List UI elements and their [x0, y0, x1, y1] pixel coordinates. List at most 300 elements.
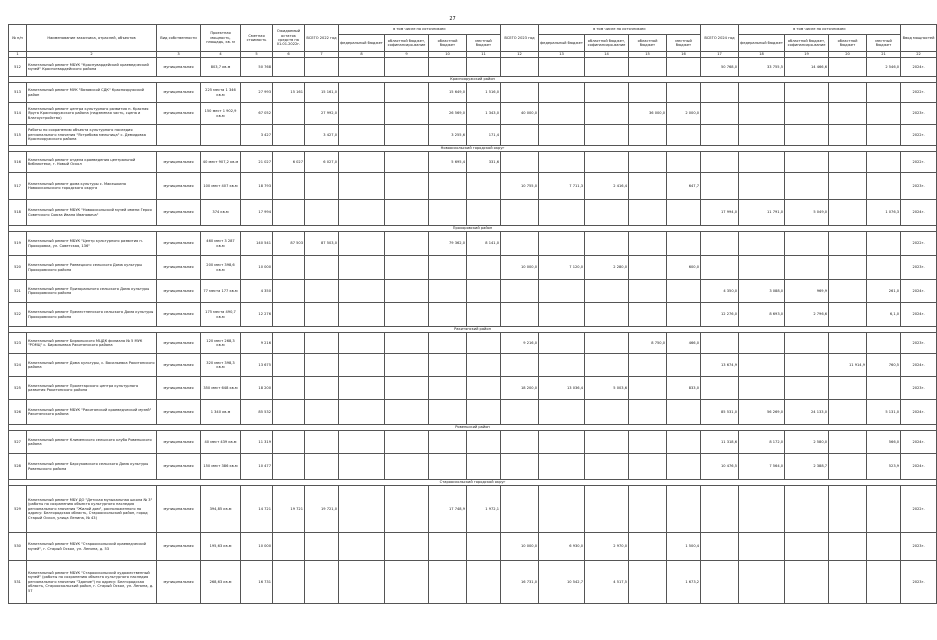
column-number-cell: 6 [273, 52, 305, 58]
table-cell [501, 200, 539, 226]
table-cell: 3 427,0 [305, 125, 339, 146]
table-cell [667, 58, 701, 77]
table-cell [385, 377, 429, 400]
table-cell: муниципальная [157, 431, 201, 454]
table-cell: 523,9 [867, 454, 901, 480]
table-cell [539, 333, 585, 354]
table-cell: 19 721,0 [305, 486, 339, 533]
table-cell [501, 486, 539, 533]
table-cell [385, 431, 429, 454]
object-name-cell: Капитальный ремонт Бирюльского МЦДК филиала № 5 МУК "РОМЦ" с. Бирюльевка Ракитянского района [27, 333, 157, 354]
row-number-cell: 521 [9, 280, 27, 303]
object-name-cell: Капитальный ремонт МБУК "Центр культурного развития п. Прохоровка, ул. Советская, 136" [27, 232, 157, 256]
table-cell: 1 340 кв.м [201, 400, 241, 425]
row-number-cell: 516 [9, 152, 27, 173]
column-number-cell: 17 [701, 52, 739, 58]
table-cell [701, 103, 739, 125]
column-number-cell: 16 [667, 52, 701, 58]
table-row [9, 58, 937, 77]
table-cell [867, 333, 901, 354]
table-cell [667, 303, 701, 327]
table-cell: 4 350 [241, 280, 273, 303]
table-cell: 13 674,9 [701, 354, 739, 377]
table-cell [667, 431, 701, 454]
table-cell: 9 216 [241, 333, 273, 354]
table-cell: 50 768 [241, 58, 273, 77]
regional-2024-header: областной бюджет [829, 35, 867, 52]
table-cell: 11 318,6 [701, 431, 739, 454]
table-cell [739, 354, 785, 377]
table-cell: 3 427 [241, 125, 273, 146]
table-cell [739, 173, 785, 200]
table-cell [467, 400, 501, 425]
table-cell [701, 125, 739, 146]
table-cell [739, 256, 785, 280]
table-cell: 2022г. [901, 125, 937, 146]
table-cell: 36 000,0 [629, 103, 667, 125]
table-cell: 8 693,0 [739, 303, 785, 327]
table-cell [339, 58, 385, 77]
object-name-cell: Капитальный ремонт Клименского сельского клуба Ровеньского района [27, 431, 157, 454]
table-cell [339, 486, 385, 533]
regional-cofin-2022-header: областной бюджет, софинансиро-вание [385, 35, 429, 52]
table-cell [785, 486, 829, 533]
object-name-cell: Капитальный ремонт МБУ ДО "Детская музыкальная школа № 3" (работы по сохранению объекта культурного наследия регионального значения "Жилой дом", расположенного по адресу: Белгородская область, Старооскольский район, город Старый Оскол, улица Ленина, № 43) [27, 486, 157, 533]
local-2024-header: местный бюджет [867, 35, 901, 52]
table-cell [467, 58, 501, 77]
table-cell [385, 400, 429, 425]
table-cell [385, 200, 429, 226]
table-cell [701, 561, 739, 604]
table-cell [501, 431, 539, 454]
table-cell [667, 354, 701, 377]
table-cell: 261,0 [867, 280, 901, 303]
table-cell: 21 027 [241, 152, 273, 173]
table-cell: муниципальная [157, 256, 201, 280]
table-cell [867, 256, 901, 280]
table-row [9, 303, 937, 327]
table-cell [201, 125, 241, 146]
row-number-cell: 524 [9, 354, 27, 377]
table-cell: 12 276 [241, 303, 273, 327]
table-cell: 10 542,7 [539, 561, 585, 604]
table-row [9, 400, 937, 425]
table-cell [829, 400, 867, 425]
table-cell [739, 533, 785, 561]
table-cell [785, 173, 829, 200]
regional-cofin-2024-header: областной бюджет, софинансиро-вание [785, 35, 829, 52]
table-cell [785, 533, 829, 561]
table-cell: 8 141,0 [467, 232, 501, 256]
table-cell: 50 768,0 [701, 58, 739, 77]
table-cell: 6 027,0 [305, 152, 339, 173]
row-number-cell: 514 [9, 103, 27, 125]
table-cell [585, 103, 629, 125]
table-cell [385, 280, 429, 303]
table-cell [785, 333, 829, 354]
table-cell [539, 152, 585, 173]
table-cell [385, 173, 429, 200]
table-cell [429, 303, 467, 327]
table-cell [539, 431, 585, 454]
column-number-cell: 10 [429, 52, 467, 58]
table-row [9, 256, 937, 280]
table-cell [785, 103, 829, 125]
table-cell [629, 125, 667, 146]
table-cell: 2 000,0 [667, 103, 701, 125]
table-cell: 17 748,9 [429, 486, 467, 533]
table-cell [585, 280, 629, 303]
table-cell [629, 354, 667, 377]
table-cell [785, 83, 829, 103]
table-cell: 5 695,4 [429, 152, 467, 173]
table-cell [305, 200, 339, 226]
table-cell [339, 303, 385, 327]
table-cell [629, 561, 667, 604]
row-number-cell: 519 [9, 232, 27, 256]
table-cell [429, 377, 467, 400]
object-name-cell: Работы по сохранению объекта культурного наследия регионального значения "Ястребова мельница" с. Демидовка Краснояружского района [27, 125, 157, 146]
table-cell: 803,7 кв.м [201, 58, 241, 77]
table-cell [305, 280, 339, 303]
table-cell: 15 649,0 [429, 83, 467, 103]
table-cell [273, 400, 305, 425]
table-cell: 6 930,0 [539, 533, 585, 561]
table-cell: 350 мест 648 кв.м [201, 377, 241, 400]
column-number-cell: 1 [9, 52, 27, 58]
table-cell: 56 269,0 [739, 400, 785, 425]
table-cell: 2 970,0 [585, 533, 629, 561]
table-cell: 175 места 490,7 кв.м [201, 303, 241, 327]
table-cell [467, 454, 501, 480]
column-number-cell: 19 [785, 52, 829, 58]
table-cell [467, 333, 501, 354]
table-cell: муниципальная [157, 152, 201, 173]
table-cell [539, 103, 585, 125]
table-cell [667, 280, 701, 303]
table-cell [273, 173, 305, 200]
table-cell [785, 125, 829, 146]
object-name-cell: Капитальный ремонт МБУК "Краснувардейский краеведческий музей" Красногвардейского района [27, 58, 157, 77]
table-cell: муниципальная [157, 533, 201, 561]
table-cell [829, 333, 867, 354]
table-cell [867, 533, 901, 561]
table-cell: 2023г. [901, 333, 937, 354]
table-cell [539, 83, 585, 103]
table-cell [305, 303, 339, 327]
table-cell [829, 303, 867, 327]
table-cell: муниципальная [157, 561, 201, 604]
table-cell [585, 431, 629, 454]
table-cell [785, 232, 829, 256]
table-cell: 11 319 [241, 431, 273, 454]
table-cell [305, 533, 339, 561]
table-cell: 8 172,0 [739, 431, 785, 454]
column-number-cell: 15 [629, 52, 667, 58]
table-cell: 12 276,0 [701, 303, 739, 327]
row-number-cell: 526 [9, 400, 27, 425]
table-cell: 4 350,0 [701, 280, 739, 303]
table-cell: 320 мест 398,3 кв.м [201, 354, 241, 377]
table-cell: 24 133,0 [785, 400, 829, 425]
table-cell [385, 303, 429, 327]
table-cell [429, 454, 467, 480]
table-cell: 2022г. [901, 232, 937, 256]
table-cell: 6 027 [273, 152, 305, 173]
district-name: Ровеньский район [9, 425, 937, 431]
table-cell: 14 466,6 [785, 58, 829, 77]
district-name: Прохоровский район [9, 226, 937, 232]
table-cell [629, 400, 667, 425]
table-cell [585, 303, 629, 327]
table-cell: 10 000,0 [501, 533, 539, 561]
table-cell: 3 255,6 [429, 125, 467, 146]
table-cell: 17 994 [241, 200, 273, 226]
table-cell: муниципальная [157, 400, 201, 425]
table-cell [339, 200, 385, 226]
table-cell [273, 533, 305, 561]
row-number-cell: 527 [9, 431, 27, 454]
table-cell [339, 561, 385, 604]
table-cell: 566,0 [867, 431, 901, 454]
table-cell [273, 103, 305, 125]
table-cell [867, 103, 901, 125]
table-cell: 87 503,0 [305, 232, 339, 256]
table-cell [501, 232, 539, 256]
table-row [9, 103, 937, 125]
table-cell: 760,5 [867, 354, 901, 377]
table-cell [273, 58, 305, 77]
table-cell [585, 83, 629, 103]
table-cell: 67 052 [241, 103, 273, 125]
table-cell [829, 377, 867, 400]
table-cell [385, 333, 429, 354]
table-cell [273, 454, 305, 480]
table-cell [539, 454, 585, 480]
table-cell [829, 533, 867, 561]
table-cell [829, 125, 867, 146]
table-cell [585, 58, 629, 77]
table-cell [385, 354, 429, 377]
object-name-cell: Капитальный ремонт Раевецкого сельского Дома культуры Прохоровского района [27, 256, 157, 280]
table-cell: 2024г. [901, 200, 937, 226]
table-cell: 17 994,0 [701, 200, 739, 226]
row-number-cell: 523 [9, 333, 27, 354]
table-cell: 150 мест 1 902,9 кв.м [201, 103, 241, 125]
table-cell: 10 477 [241, 454, 273, 480]
object-name-cell: Капитальный ремонт Барсуковского сельского Дома культуры Ровеньского района [27, 454, 157, 480]
table-cell: 5 003,6 [585, 377, 629, 400]
table-cell [829, 486, 867, 533]
table-cell [385, 152, 429, 173]
column-number-cell: 5 [241, 52, 273, 58]
table-cell: 27 992,0 [305, 103, 339, 125]
table-cell [501, 83, 539, 103]
table-row [9, 280, 937, 303]
table-cell [739, 83, 785, 103]
table-cell [701, 173, 739, 200]
table-cell: 200 мест 398,6 кв.м [201, 256, 241, 280]
table-cell [667, 200, 701, 226]
table-cell [829, 173, 867, 200]
table-cell: 18 200 [241, 377, 273, 400]
table-cell [501, 280, 539, 303]
table-cell: 460 мест 3 287 кв.м [201, 232, 241, 256]
district-name: Краснояружский район [9, 77, 937, 83]
row-number-cell: 528 [9, 454, 27, 480]
table-cell [585, 354, 629, 377]
table-cell [305, 561, 339, 604]
page-number: 27 [449, 16, 456, 22]
column-number-cell: 11 [467, 52, 501, 58]
table-cell: 225 места 1 346 кв.м [201, 83, 241, 103]
sources-2022-header: в том числе по источникам: [339, 25, 501, 35]
table-cell: 195,63 кв.м [201, 533, 241, 561]
table-cell [539, 200, 585, 226]
table-cell: 2 796,6 [785, 303, 829, 327]
table-cell [339, 232, 385, 256]
federal-2022-header: федеральный бюджет [339, 35, 385, 52]
table-cell: 394,85 кв.м [201, 486, 241, 533]
total-2024-header: ВСЕГО 2024 год [701, 25, 739, 52]
table-row [9, 431, 937, 454]
table-cell [467, 256, 501, 280]
table-cell [539, 125, 585, 146]
table-cell [585, 400, 629, 425]
object-name-cell: Капитальный ремонт Прелестненского сельского Дома культуры Прохоровского района [27, 303, 157, 327]
row-number-cell: 522 [9, 303, 27, 327]
table-row [9, 561, 937, 604]
table-cell [585, 486, 629, 533]
table-row [9, 486, 937, 533]
table-cell [339, 354, 385, 377]
table-cell: 120 мест 268,3 кв.м [201, 333, 241, 354]
table-cell: 268,63 кв.м [201, 561, 241, 604]
table-cell [829, 454, 867, 480]
table-cell [785, 256, 829, 280]
table-cell [785, 377, 829, 400]
sources-2023-header: в том числе по источникам: [539, 25, 701, 35]
table-cell [739, 561, 785, 604]
sources-2024-header: в том числе по источникам: [739, 25, 901, 35]
table-cell [829, 152, 867, 173]
table-cell [467, 173, 501, 200]
table-cell [273, 303, 305, 327]
table-cell [157, 125, 201, 146]
table-cell [539, 280, 585, 303]
table-cell: 2023г. [901, 173, 937, 200]
table-cell: муниципальная [157, 377, 201, 400]
table-row [9, 125, 937, 146]
table-cell: 5 131,0 [867, 400, 901, 425]
row-number-cell: 531 [9, 561, 27, 604]
table-cell [829, 256, 867, 280]
table-cell [385, 58, 429, 77]
table-cell [701, 333, 739, 354]
table-cell: муниципальная [157, 354, 201, 377]
total-2022-header: ВСЕГО 2022 год [305, 25, 339, 52]
table-cell [829, 232, 867, 256]
table-cell: 140 541 [241, 232, 273, 256]
table-cell: муниципальная [157, 173, 201, 200]
table-cell [467, 200, 501, 226]
table-cell: 331,6 [467, 152, 501, 173]
capital-repair-table [8, 24, 937, 604]
table-cell: 9 216,0 [501, 333, 539, 354]
table-cell: 2023г. [901, 533, 937, 561]
table-cell [467, 354, 501, 377]
table-cell: 33 755,5 [739, 58, 785, 77]
table-cell [385, 561, 429, 604]
table-cell [829, 83, 867, 103]
table-cell: 13 675 [241, 354, 273, 377]
table-cell: 150 мест 386 кв.м [201, 454, 241, 480]
table-row [9, 200, 937, 226]
table-cell [467, 561, 501, 604]
table-cell: муниципальная [157, 486, 201, 533]
table-row [9, 533, 937, 561]
table-row [9, 173, 937, 200]
table-cell [339, 333, 385, 354]
table-cell [701, 533, 739, 561]
federal-2024-header: федеральный бюджет [739, 35, 785, 52]
table-cell [629, 454, 667, 480]
table-cell [339, 256, 385, 280]
table-cell [467, 431, 501, 454]
table-cell: 2024г. [901, 303, 937, 327]
table-cell [585, 232, 629, 256]
table-cell [305, 173, 339, 200]
table-cell: 1 673,2 [667, 561, 701, 604]
table-cell: 79 362,0 [429, 232, 467, 256]
table-cell [429, 533, 467, 561]
table-cell: 27 993 [241, 83, 273, 103]
table-cell: 1 076,3 [867, 200, 901, 226]
table-cell [867, 173, 901, 200]
table-cell [539, 58, 585, 77]
object-name-cell: Капитальный ремонт Пролетарского центра культурного развития Ракитянского района [27, 377, 157, 400]
table-cell [429, 354, 467, 377]
district-name: Новооскольский городской округ [9, 146, 937, 152]
table-cell [273, 561, 305, 604]
column-number-cell: 20 [829, 52, 867, 58]
table-cell: 2023г. [901, 377, 937, 400]
object-name-cell: Капитальный ремонт МБУК "Ракитянский краеведческий музей" Ракитянского района [27, 400, 157, 425]
row-number-cell: 525 [9, 377, 27, 400]
table-cell [385, 232, 429, 256]
col-number-header: № п/п [9, 25, 27, 52]
table-cell [385, 454, 429, 480]
column-number-cell: 22 [901, 52, 937, 58]
table-cell: 18 200,0 [501, 377, 539, 400]
table-cell: 16 731 [241, 561, 273, 604]
table-cell: 2023г. [901, 561, 937, 604]
table-cell: 10 476,5 [701, 454, 739, 480]
table-cell [629, 58, 667, 77]
table-cell [667, 83, 701, 103]
table-cell: муниципальная [157, 454, 201, 480]
column-number-cell: 3 [157, 52, 201, 58]
column-number-cell: 13 [539, 52, 585, 58]
table-cell: 1 343,0 [467, 103, 501, 125]
table-cell: 2 580,0 [785, 431, 829, 454]
table-cell: муниципальная [157, 333, 201, 354]
table-cell [467, 377, 501, 400]
table-cell: 969,9 [785, 280, 829, 303]
table-cell [629, 83, 667, 103]
table-cell: 2024г. [901, 354, 937, 377]
table-cell [339, 173, 385, 200]
